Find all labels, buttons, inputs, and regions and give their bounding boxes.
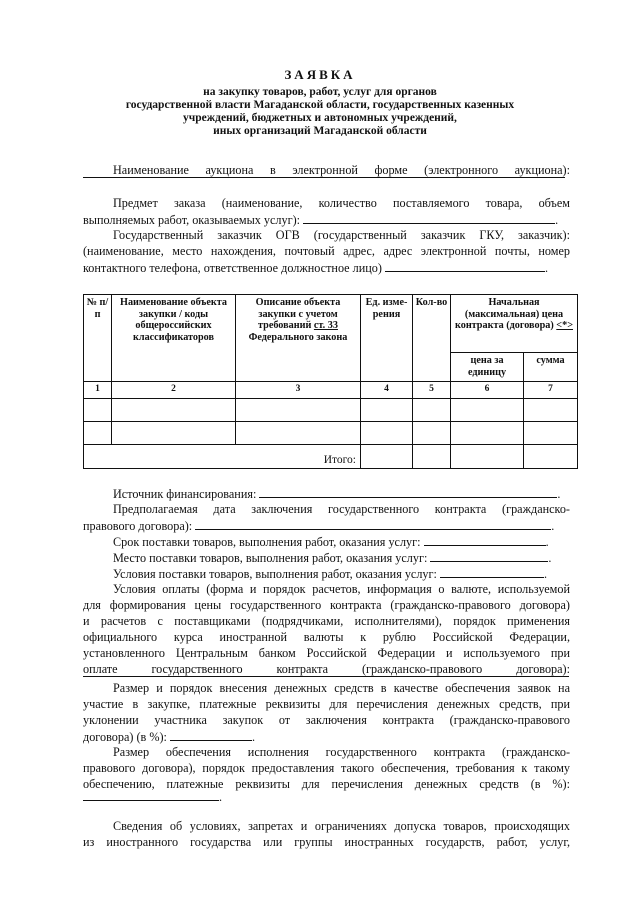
customer-line[interactable] <box>385 259 545 272</box>
table-cell[interactable] <box>524 422 578 445</box>
table-cell[interactable] <box>413 445 451 469</box>
header-quantity: Кол-во <box>413 295 451 382</box>
delivery-conditions-label: Условия поставки товаров, выполнения работ, оказания услуг: <box>113 567 437 581</box>
delivery-place-field: Место поставки товаров, выполнения работ, оказания услуг: . <box>113 551 552 565</box>
total-row <box>84 445 578 469</box>
table-cell[interactable] <box>236 399 361 422</box>
footnote-link[interactable]: <*> <box>556 320 574 331</box>
column-number: 4 <box>361 382 413 399</box>
delivery-term-line[interactable] <box>424 533 546 546</box>
delivery-place-line[interactable] <box>430 549 548 562</box>
subject-label: Предмет заказа (наименование, количество поставляемого товара, объем <box>113 196 570 210</box>
security-label-2: правового договора), порядок предоставления такого обеспечения, требования к такому <box>83 761 570 775</box>
header-number: № п/п <box>84 295 112 382</box>
document-title: ЗАЯВКА <box>284 67 356 82</box>
customer-details-label: (наименование, место нахождения, почтовый адрес, адрес электронной почты, номер <box>83 244 570 258</box>
table-cell[interactable] <box>236 422 361 445</box>
deposit-label-4: договора) (в %): <box>83 730 167 744</box>
table-cell[interactable] <box>451 445 524 469</box>
contract-date-label-cont: правового договора): <box>83 519 193 533</box>
table-cell[interactable] <box>413 422 451 445</box>
deposit-line[interactable] <box>170 728 252 741</box>
subtitle-line: государственной власти Магаданской области, государственных казенных <box>125 99 515 111</box>
document-subtitle <box>90 86 550 138</box>
payment-label-3: и расчетов с поставщиками (подрядчиками, исполнителями), порядок применения <box>83 614 570 628</box>
header-object-description <box>236 295 361 382</box>
deposit-field: договора) (в %): . <box>83 730 256 744</box>
subject-label-cont: выполняемых работ, оказываемых услуг): . <box>83 213 559 227</box>
security-label-3: обеспечению, платежные реквизиты для перечисления денежных средств (в %): <box>83 777 570 791</box>
deposit-label-2: участие в закупке, платежные реквизиты для перечисления денежных средств, при <box>83 697 570 711</box>
header-object-name: Наименование объекта закупки / коды общероссийских классификаторов <box>112 295 236 382</box>
table-cell[interactable] <box>524 399 578 422</box>
purchase-table <box>83 294 578 469</box>
subtitle-line: учреждений, бюджетных и автономных учреждений, <box>183 112 457 124</box>
header-sum: сумма <box>524 353 578 382</box>
subtitle-line: иных организаций Магаданской области <box>213 125 427 137</box>
header-unit: Ед. изме-рения <box>361 295 413 382</box>
table-cell[interactable] <box>112 422 236 445</box>
payment-label-4: официального курса иностранной валюты к рублю Российской Федерации, <box>83 630 570 644</box>
header-unit-price: цена за единицу <box>451 353 524 382</box>
column-number: 3 <box>236 382 361 399</box>
total-label: Итого: <box>84 445 361 469</box>
contract-date-field: правового договора): . <box>83 519 555 533</box>
table-cell[interactable] <box>84 399 112 422</box>
table-cell[interactable] <box>112 399 236 422</box>
financing-source-label: Источник финансирования: <box>113 487 257 501</box>
security-label-1: Размер обеспечения исполнения государственного контракта (гражданско- <box>113 745 570 759</box>
column-number: 1 <box>84 382 112 399</box>
customer-contact-label: контактного телефона, ответственное должностное лицо) . <box>83 261 549 275</box>
contract-date-line[interactable] <box>195 517 551 530</box>
delivery-term-label: Срок поставки товаров, выполнения работ, оказания услуг: <box>113 535 421 549</box>
table-cell[interactable] <box>451 399 524 422</box>
customer-label: Государственный заказчик ОГВ (государственный заказчик ГКУ, заказчик): <box>113 228 570 242</box>
financing-source-field: Источник финансирования: . <box>113 487 561 501</box>
table-row <box>84 422 578 445</box>
article-33-link[interactable]: ст. 33 <box>313 320 338 331</box>
column-number: 7 <box>524 382 578 399</box>
contract-date-label: Предполагаемая дата заключения государственного контракта (гражданско- <box>113 502 570 516</box>
table-cell[interactable] <box>361 445 413 469</box>
column-number: 6 <box>451 382 524 399</box>
table-row <box>84 399 578 422</box>
payment-label-5: установленного Центральным банком Российской Федерации и используемого при <box>83 646 570 660</box>
foreign-goods-label-2: из иностранного государства или группы иностранных государств, работ, услуг, <box>83 835 570 849</box>
column-number: 5 <box>413 382 451 399</box>
payment-line[interactable] <box>83 675 569 677</box>
deposit-label-3: уклонении участника закупок от заключения контракта (гражданско-правового <box>83 713 570 727</box>
subject-line[interactable] <box>303 211 555 224</box>
auction-name-label: Наименование аукциона в электронной форме (электронного аукциона): <box>113 163 570 177</box>
header-initial-price <box>451 295 578 353</box>
header-desc-law: Федерального закона <box>248 331 348 343</box>
customer-contact-text: контактного телефона, ответственное должностное лицо) <box>83 261 382 275</box>
header-price-text: Начальная (максимальная) цена контракта (договора) <box>454 297 564 331</box>
security-line[interactable] <box>83 788 219 801</box>
delivery-term-field: Срок поставки товаров, выполнения работ, оказания услуг: . <box>113 535 549 549</box>
table-cell[interactable] <box>361 399 413 422</box>
financing-source-line[interactable] <box>259 485 557 498</box>
payment-label-1: Условия оплаты (форма и порядок расчетов, информация о валюте, используемой <box>113 582 570 596</box>
subtitle-line: на закупку товаров, работ, услуг для органов <box>203 86 437 98</box>
auction-name-line[interactable] <box>83 176 565 178</box>
payment-label-6: оплате государственного контракта (гражданско-правового договора): <box>83 662 570 676</box>
table-cell[interactable] <box>524 445 578 469</box>
deposit-label-1: Размер и порядок внесения денежных средств в качестве обеспечения заявок на <box>113 681 570 695</box>
table-cell[interactable] <box>361 422 413 445</box>
column-number: 2 <box>112 382 236 399</box>
security-field: . <box>83 788 570 806</box>
delivery-place-label: Место поставки товаров, выполнения работ, оказания услуг: <box>113 551 428 565</box>
header-desc-text: Описание объекта закупки с учетом требований <box>255 297 341 331</box>
payment-label-2: для формирования цены государственного контракта (гражданско-правового договора) <box>83 598 570 612</box>
delivery-conditions-line[interactable] <box>440 565 544 578</box>
table-cell[interactable] <box>413 399 451 422</box>
table-cell[interactable] <box>451 422 524 445</box>
table-cell[interactable] <box>84 422 112 445</box>
foreign-goods-label-1: Сведения об условиях, запретах и ограничениях допуска товаров, происходящих <box>113 819 570 833</box>
subject-label-text: выполняемых работ, оказываемых услуг): <box>83 213 301 227</box>
delivery-conditions-field: Условия поставки товаров, выполнения работ, оказания услуг: . <box>113 567 547 581</box>
